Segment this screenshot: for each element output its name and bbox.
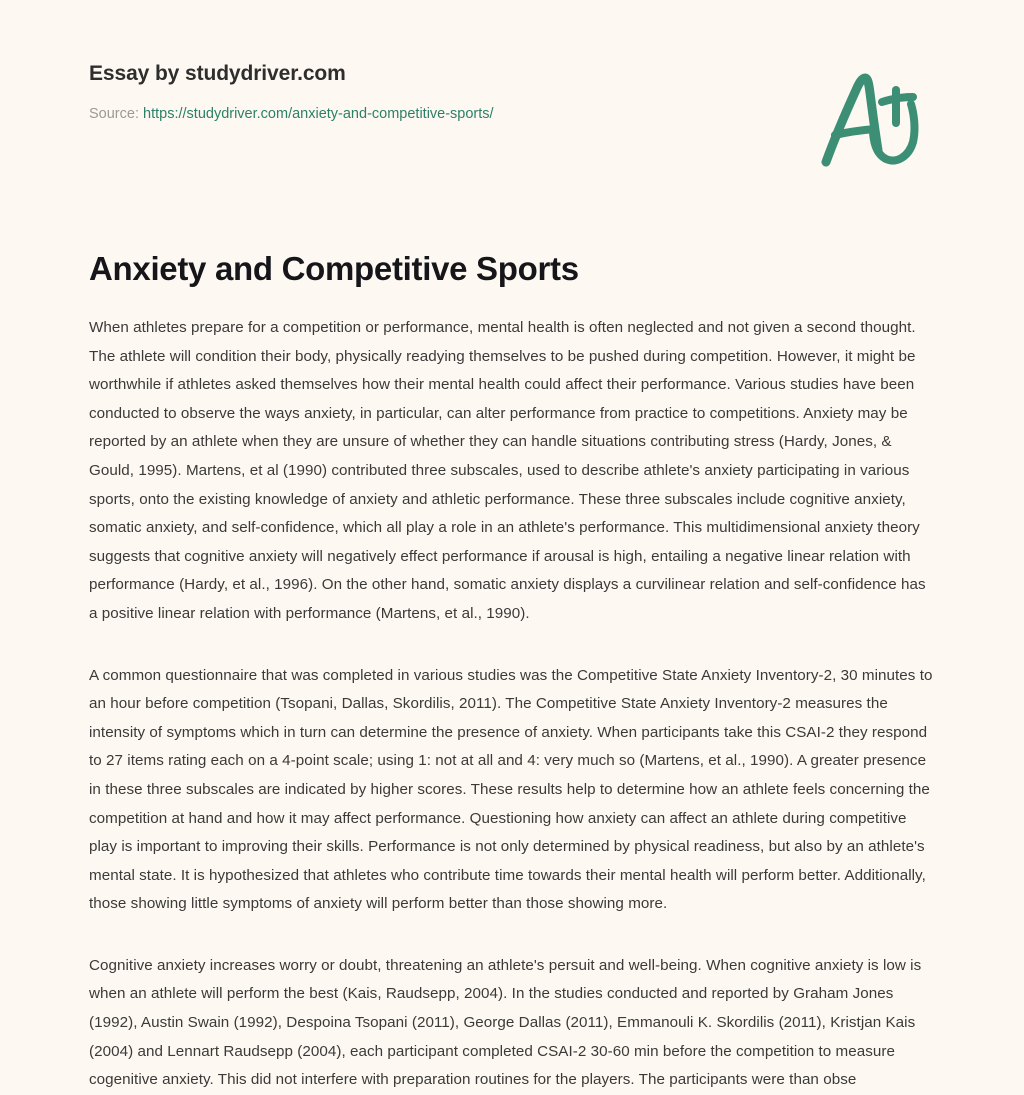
- source-line: [89, 104, 935, 124]
- page-header: [89, 60, 935, 124]
- studydriver-a-plus-logo: [812, 66, 932, 170]
- paragraph: When athletes prepare for a competition or performance, mental health is often neglected and not given a second thought. The athlete will condition their body, physically readying themselves to be pushed during competition. However, it might be worthwhile if athletes asked themselves how their mental health could affect their performance. Various studies have been conducted to observe the ways anxiety, in particular, can alter performance from practice to competitions. Anxiety may be reported by an athlete when they are unsure of whether they can handle situations contributing stress (Hardy, Jones, & Gould, 1995). Martens, et al (1990) contributed three subscales, used to describe athlete's anxiety participating in various sports, onto the existing knowledge of anxiety and athletic performance. These three subscales include cognitive anxiety, somatic anxiety, and self-confidence, which all play a role in an athlete's performance. This multidimensional anxiety theory suggests that cognitive anxiety will negatively effect performance if arousal is high, entailing a negative linear relation with performance (Hardy, et al., 1996). On the other hand, somatic anxiety displays a curvilinear relation and self-confidence has a positive linear relation with performance (Martens, et al., 1990).: [89, 319, 926, 622]
- source-label: Source:: [89, 106, 139, 122]
- paragraph: Cognitive anxiety increases worry or doubt, threatening an athlete's persuit and well-being. When cognitive anxiety is low is when an athlete will perform the best (Kais, Raudsepp, 2004). In the studies conducted and reported by Graham Jones (1992), Austin Swain (1992), Despoina Tsopani (2011), George Dallas (2011), Emmanouli K. Skordilis (2011), Kristjan Kais (2004) and Lennart Raudsepp (2004), each participant completed CSAI-2 30-60 min before the competition to measure cogenitive anxiety. This did not interfere with preparation routines for the players. The participants were than obse: [89, 956, 922, 1089]
- article-body: [89, 314, 937, 1095]
- paragraph: A common questionnaire that was completed in various studies was the Competitive State Anxiety Inventory-2, 30 minutes to an hour before competition (Tsopani, Dallas, Skordilis, 2011). The Competitive State Anxiety Inventory-2 measures the intensity of symptoms which in turn can determine the presence of anxiety. When participants take this CSAI-2 they respond to 27 items rating each on a 4-point scale; using 1: not at all and 4: very much so (Martens, et al., 1990). A greater presence in these three subscales are indicated by higher scores. These results help to determine how an athlete feels concerning the competition at hand and how it may affect performance. Questioning how anxiety can affect an athlete during competitive play is important to improving their skills. Performance is not only determined by physical readiness, but also by an athlete's mental state. It is hypothesized that athletes who contribute time towards their mental health will perform better. Additionally, those showing little symptoms of anxiety will perform better than those showing more.: [89, 666, 933, 913]
- source-url-link[interactable]: https://studydriver.com/anxiety-and-competitive-sports/: [143, 106, 494, 122]
- page-title: Anxiety and Competitive Sports: [89, 250, 579, 287]
- byline: Essay by studydriver.com: [89, 62, 346, 85]
- article: [89, 248, 937, 1095]
